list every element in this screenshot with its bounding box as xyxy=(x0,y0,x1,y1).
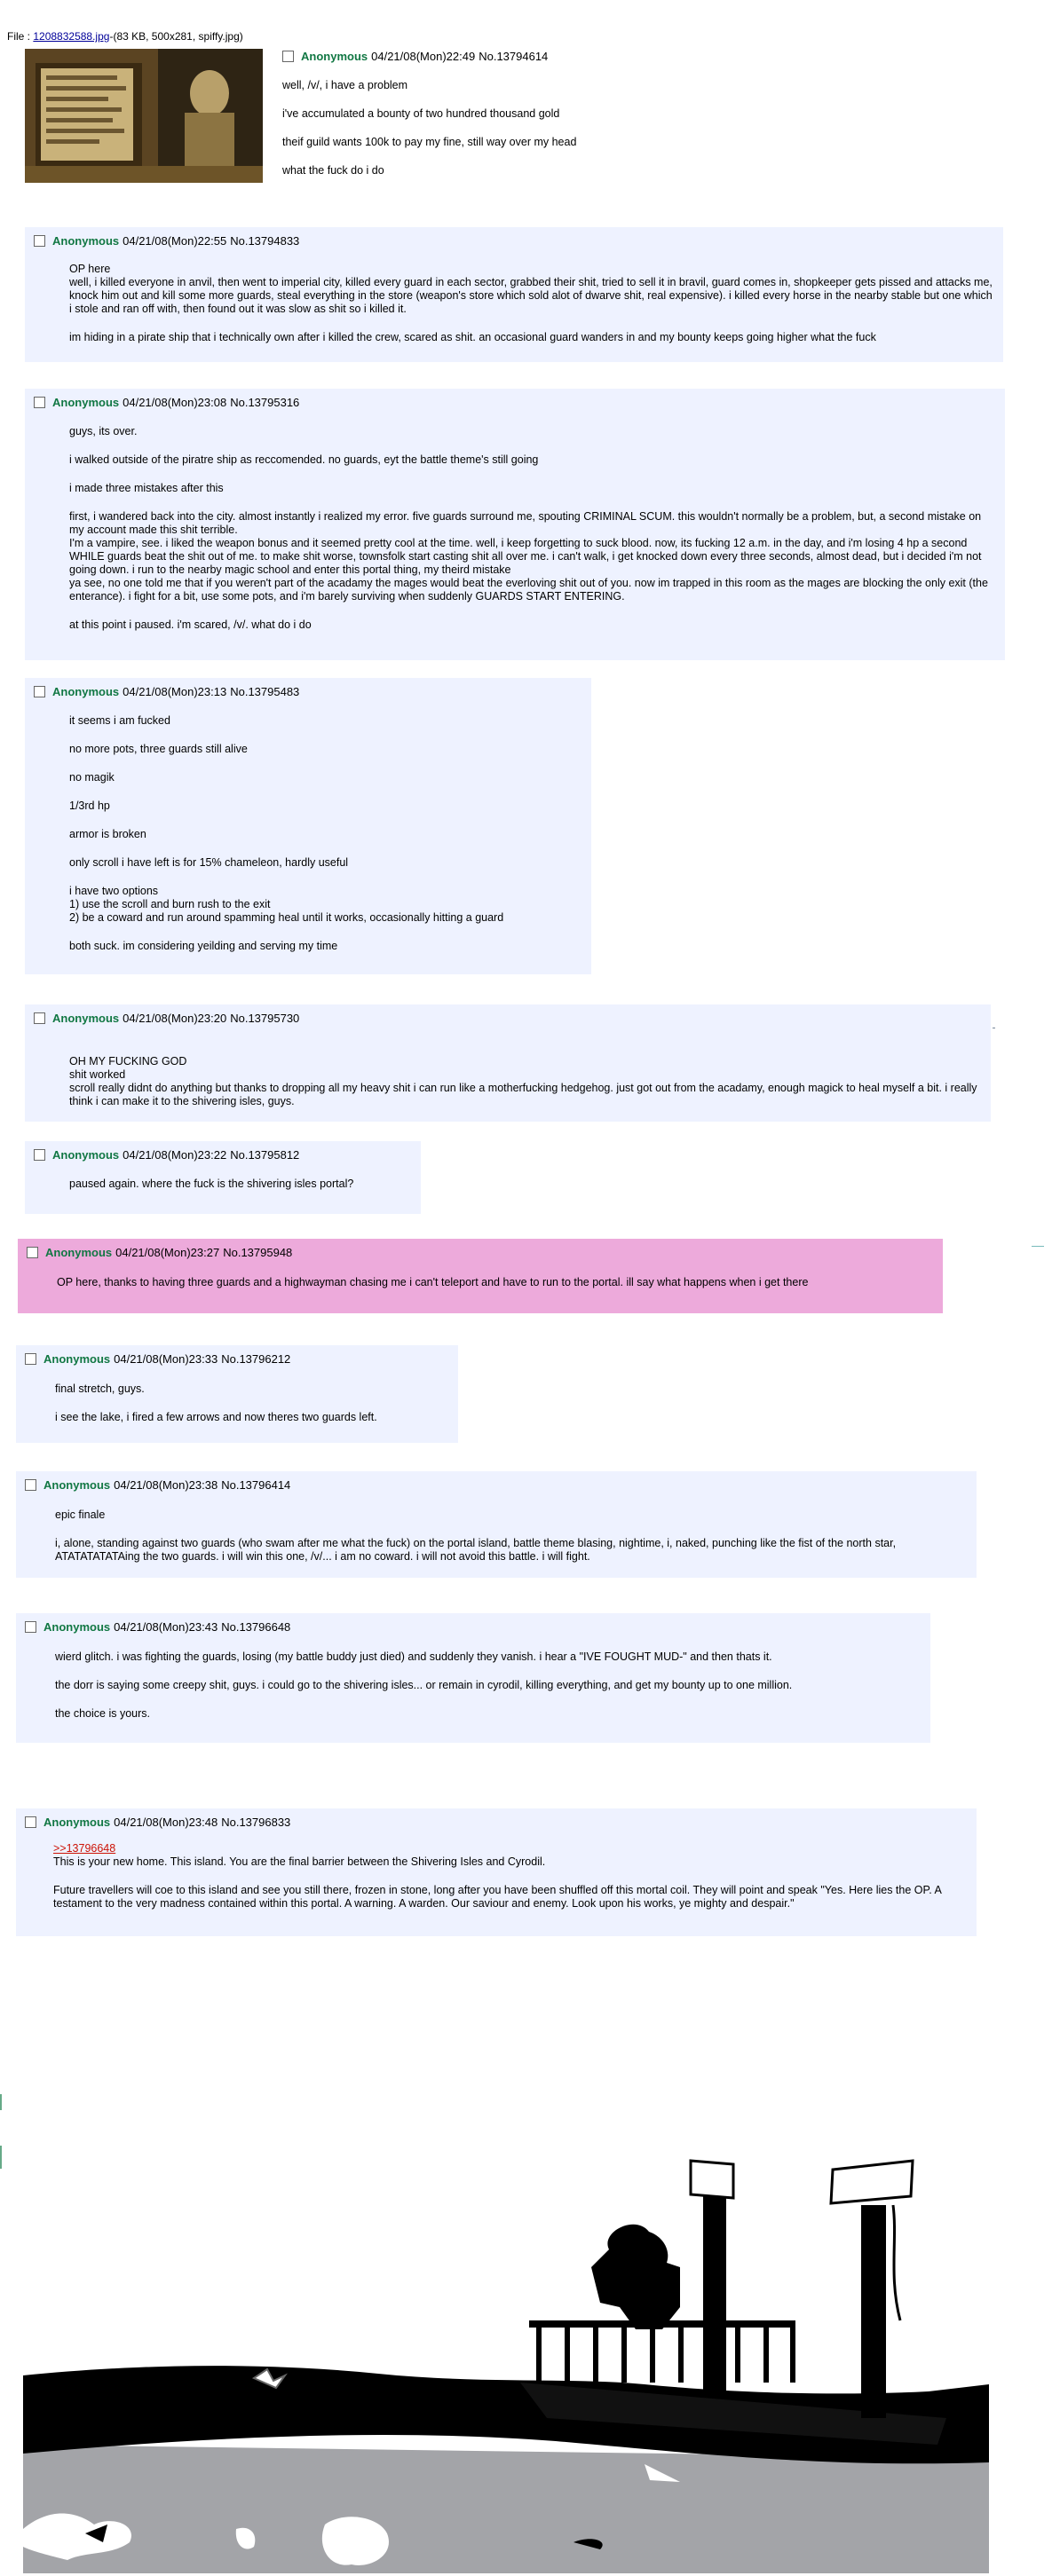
post-line: im hiding in a pirate ship that i technically own after i killed the crew, scared as shit. an occasional guard wanders in and my bounty keeps going higher what the fuck xyxy=(69,331,876,343)
post-header xyxy=(34,1012,299,1025)
post-body xyxy=(69,714,584,968)
post-header xyxy=(34,685,299,698)
poster-name: Anonymous xyxy=(44,1478,111,1492)
post-checkbox[interactable] xyxy=(282,51,294,62)
post-checkbox[interactable] xyxy=(25,1816,36,1828)
poster-name: Anonymous xyxy=(52,1012,120,1025)
post-line: well, /v/, i have a problem xyxy=(282,79,408,91)
post-date: 04/21/08(Mon)23:43 xyxy=(114,1620,218,1634)
post-number[interactable]: No.13796212 xyxy=(221,1352,291,1366)
reply-post xyxy=(25,389,1005,660)
post-header xyxy=(25,1620,290,1634)
poster-name: Anonymous xyxy=(52,396,120,409)
post-number[interactable]: No.13795730 xyxy=(230,1012,300,1025)
post-line: i made three mistakes after this xyxy=(69,482,224,494)
post-header xyxy=(25,1478,290,1492)
post-checkbox[interactable] xyxy=(25,1479,36,1491)
file-label: File : xyxy=(7,30,31,43)
post-line: paused again. where the fuck is the shivering isles portal? xyxy=(69,1178,354,1190)
post-line: i see the lake, i fired a few arrows and now theres two guards left. xyxy=(55,1411,377,1423)
poster-name: Anonymous xyxy=(44,1816,111,1829)
stray-mark xyxy=(0,2146,2,2169)
stray-mark xyxy=(1032,1246,1044,1247)
file-details: -(83 KB, 500x281, spiffy.jpg) xyxy=(109,30,243,43)
post-body xyxy=(55,1509,969,1564)
post-number[interactable]: No.13795812 xyxy=(230,1148,300,1162)
post-line: at this point i paused. i'm scared, /v/. what do i do xyxy=(69,618,312,631)
reply-post xyxy=(16,1808,977,1936)
reply-post xyxy=(25,227,1003,362)
post-number[interactable]: No.13795316 xyxy=(230,396,300,409)
post-line: i, alone, standing against two guards (who swam after me what the fuck) on the portal island, battle theme blasing, nightime, i, naked, punching like the fist of the north star, ATATATATATAing the two guards. i will win this one, /v/... i am no coward. i will not avoid this battle. i will fight. xyxy=(55,1537,897,1563)
post-checkbox[interactable] xyxy=(25,1621,36,1633)
post-line: both suck. im considering yeilding and serving my time xyxy=(69,940,338,952)
post-body xyxy=(55,1650,925,1721)
file-link[interactable]: 1208832588.jpg xyxy=(33,30,110,43)
post-date: 04/21/08(Mon)23:33 xyxy=(114,1352,218,1366)
post-line: OH MY FUCKING GOD shit worked scroll really didnt do anything but thanks to dropping all my heavy shit i can run like a motherfucking hedgehog. just got out from the acadamy, enough magick to heal myself a bit. i really think i can make it to the shivering isles, guys. xyxy=(69,1055,977,1107)
post-line: guys, its over. xyxy=(69,425,138,437)
stray-mark xyxy=(0,2094,2,2110)
post-line: it seems i am fucked xyxy=(69,714,170,727)
quote-link[interactable]: >>13796648 xyxy=(53,1842,116,1855)
post-line: well, i killed everyone in anvil, then went to imperial city, killed every guard in each sector, grabbed their shit, tried to sell it in bravil, guard comes in, shopkeeper gets pissed and attacks me, knock him out and kill some more guards, steal everything in the store (weapon's store which sold alot of dwarve shit, real expensive). i killed every horse in the nearby stable but one which i stole and ran off with, then found out it was slow as shit so i killed it. xyxy=(69,276,993,315)
op-thumbnail[interactable] xyxy=(25,49,263,183)
poster-name: Anonymous xyxy=(52,1148,120,1162)
post-date: 04/21/08(Mon)23:48 xyxy=(114,1816,218,1829)
post-number[interactable]: No.13795483 xyxy=(230,685,300,698)
post-line: theif guild wants 100k to pay my fine, still way over my head xyxy=(282,136,577,148)
reply-post-highlighted xyxy=(18,1239,943,1313)
post-header xyxy=(282,50,637,63)
post-number[interactable]: No.13796833 xyxy=(221,1816,291,1829)
post-date: 04/21/08(Mon)23:27 xyxy=(115,1246,220,1259)
post-line: 1/3rd hp xyxy=(69,800,110,812)
reply-post xyxy=(25,1004,991,1122)
post-date: 04/21/08(Mon)23:13 xyxy=(123,685,227,698)
post-line: wierd glitch. i was fighting the guards, losing (my battle buddy just died) and suddenly they vanish. i hear a "IVE FOUGHT MUD-" and then thats it. xyxy=(55,1650,772,1663)
post-header xyxy=(34,234,299,248)
post-header xyxy=(25,1352,290,1366)
post-line: final stretch, guys. xyxy=(55,1383,145,1395)
post-number[interactable]: No.13795948 xyxy=(223,1246,293,1259)
post-body xyxy=(57,1276,936,1289)
post-line: epic finale xyxy=(55,1509,106,1521)
post-body xyxy=(55,1383,446,1424)
poster-name: Anonymous xyxy=(52,234,120,248)
post-body xyxy=(69,1042,984,1122)
poster-name: Anonymous xyxy=(45,1246,113,1259)
post-line: i have two options 1) use the scroll and burn rush to the exit 2) be a coward and run around spamming heal until it works, occasionally hitting a guard xyxy=(69,885,504,924)
post-date: 04/21/08(Mon)22:55 xyxy=(123,234,227,248)
post-line: no more pots, three guards still alive xyxy=(69,743,248,755)
post-line: only scroll i have left is for 15% chameleon, hardly useful xyxy=(69,856,349,869)
reply-post xyxy=(16,1471,977,1578)
post-checkbox[interactable] xyxy=(34,1012,45,1024)
post-line: Future travellers will coe to this island and see you still there, frozen in stone, long after you have been shuffled off this mortal coil. They will point and speak "Yes. Here lies the OP. A testament to the very madness contained within this portal. A warning. A warden. Our saviour and enemy. Look upon his works, ye mighty and despair." xyxy=(53,1884,942,1910)
post-header xyxy=(34,396,299,409)
post-checkbox[interactable] xyxy=(34,397,45,408)
post-checkbox[interactable] xyxy=(34,686,45,697)
post-line: what the fuck do i do xyxy=(282,164,384,177)
post-line: i walked outside of the piratre ship as reccomended. no guards, eyt the battle theme's still going xyxy=(69,453,539,466)
op-post xyxy=(282,50,637,193)
post-body xyxy=(69,263,993,344)
reply-post xyxy=(25,1141,421,1214)
poster-name: Anonymous xyxy=(44,1352,111,1366)
post-header xyxy=(34,1148,299,1162)
post-line: i've accumulated a bounty of two hundred thousand gold xyxy=(282,107,560,120)
post-date: 04/21/08(Mon)22:49 xyxy=(371,50,476,63)
post-number[interactable]: No.13794614 xyxy=(479,50,549,63)
ship-drawing-image xyxy=(23,2152,989,2573)
post-date: 04/21/08(Mon)23:22 xyxy=(123,1148,227,1162)
post-body xyxy=(69,1178,424,1191)
post-line: OP here xyxy=(69,263,111,275)
post-body xyxy=(69,425,996,647)
post-checkbox[interactable] xyxy=(34,235,45,247)
file-info-line xyxy=(7,30,243,43)
post-line: the choice is yours. xyxy=(55,1707,150,1720)
reply-post xyxy=(16,1345,458,1443)
poster-name: Anonymous xyxy=(44,1620,111,1634)
post-header xyxy=(27,1246,292,1259)
post-body xyxy=(53,1842,971,1910)
poster-name: Anonymous xyxy=(301,50,368,63)
post-checkbox[interactable] xyxy=(25,1353,36,1365)
post-number[interactable]: No.13794833 xyxy=(230,234,300,248)
reply-post xyxy=(16,1613,930,1743)
post-header xyxy=(25,1816,290,1829)
post-checkbox[interactable] xyxy=(27,1247,38,1258)
poster-name: Anonymous xyxy=(52,685,120,698)
post-date: 04/21/08(Mon)23:38 xyxy=(114,1478,218,1492)
post-number[interactable]: No.13796648 xyxy=(221,1620,291,1634)
post-date: 04/21/08(Mon)23:20 xyxy=(123,1012,227,1025)
post-line: no magik xyxy=(69,771,115,784)
post-body xyxy=(282,79,637,177)
post-line: OP here, thanks to having three guards and a highwayman chasing me i can't teleport and have to run to the portal. ill say what happens when i get there xyxy=(57,1276,809,1288)
post-line: the dorr is saying some creepy shit, guys. i could go to the shivering isles... or remain in cyrodil, killing everything, and get my bounty up to one million. xyxy=(55,1679,793,1691)
reply-post xyxy=(25,678,591,974)
post-line: armor is broken xyxy=(69,828,146,840)
post-line: This is your new home. This island. You are the final barrier between the Shivering Isles and Cyrodil. xyxy=(53,1855,546,1868)
post-line: first, i wandered back into the city. almost instantly i realized my error. five guards surround me, spouting CRIMINAL SCUM. this wouldn't normally be a problem, but, a second mistake on my account made this shit terrible. I'm a vampire, see. i liked the weapon bonus and it seemed pretty cool at the time. well, i keep forgetting to suck blood. now, its fucking 12 a.m. in the day, and i'm losing 4 hp a second WHILE guards beat the shit out of me. to make shit worse, townsfolk start casting shit all over me. i can't walk, i get knocked down every three seconds, almost dead, but i decided i'm not going down. i run to the nearby magic school and enter this portal thing, my theird mistake ya see, no one told me that if you weren't part of the acadamy the mages would beat the everloving shit out of you. now im trapped in this room as the mages are blocking the only exit (the enterance). i fight for a bit, use some pots, and i'm barely surviving when suddenly GUARDS START ENTERING. xyxy=(69,510,988,603)
post-checkbox[interactable] xyxy=(34,1149,45,1161)
post-number[interactable]: No.13796414 xyxy=(221,1478,291,1492)
post-date: 04/21/08(Mon)23:08 xyxy=(123,396,227,409)
